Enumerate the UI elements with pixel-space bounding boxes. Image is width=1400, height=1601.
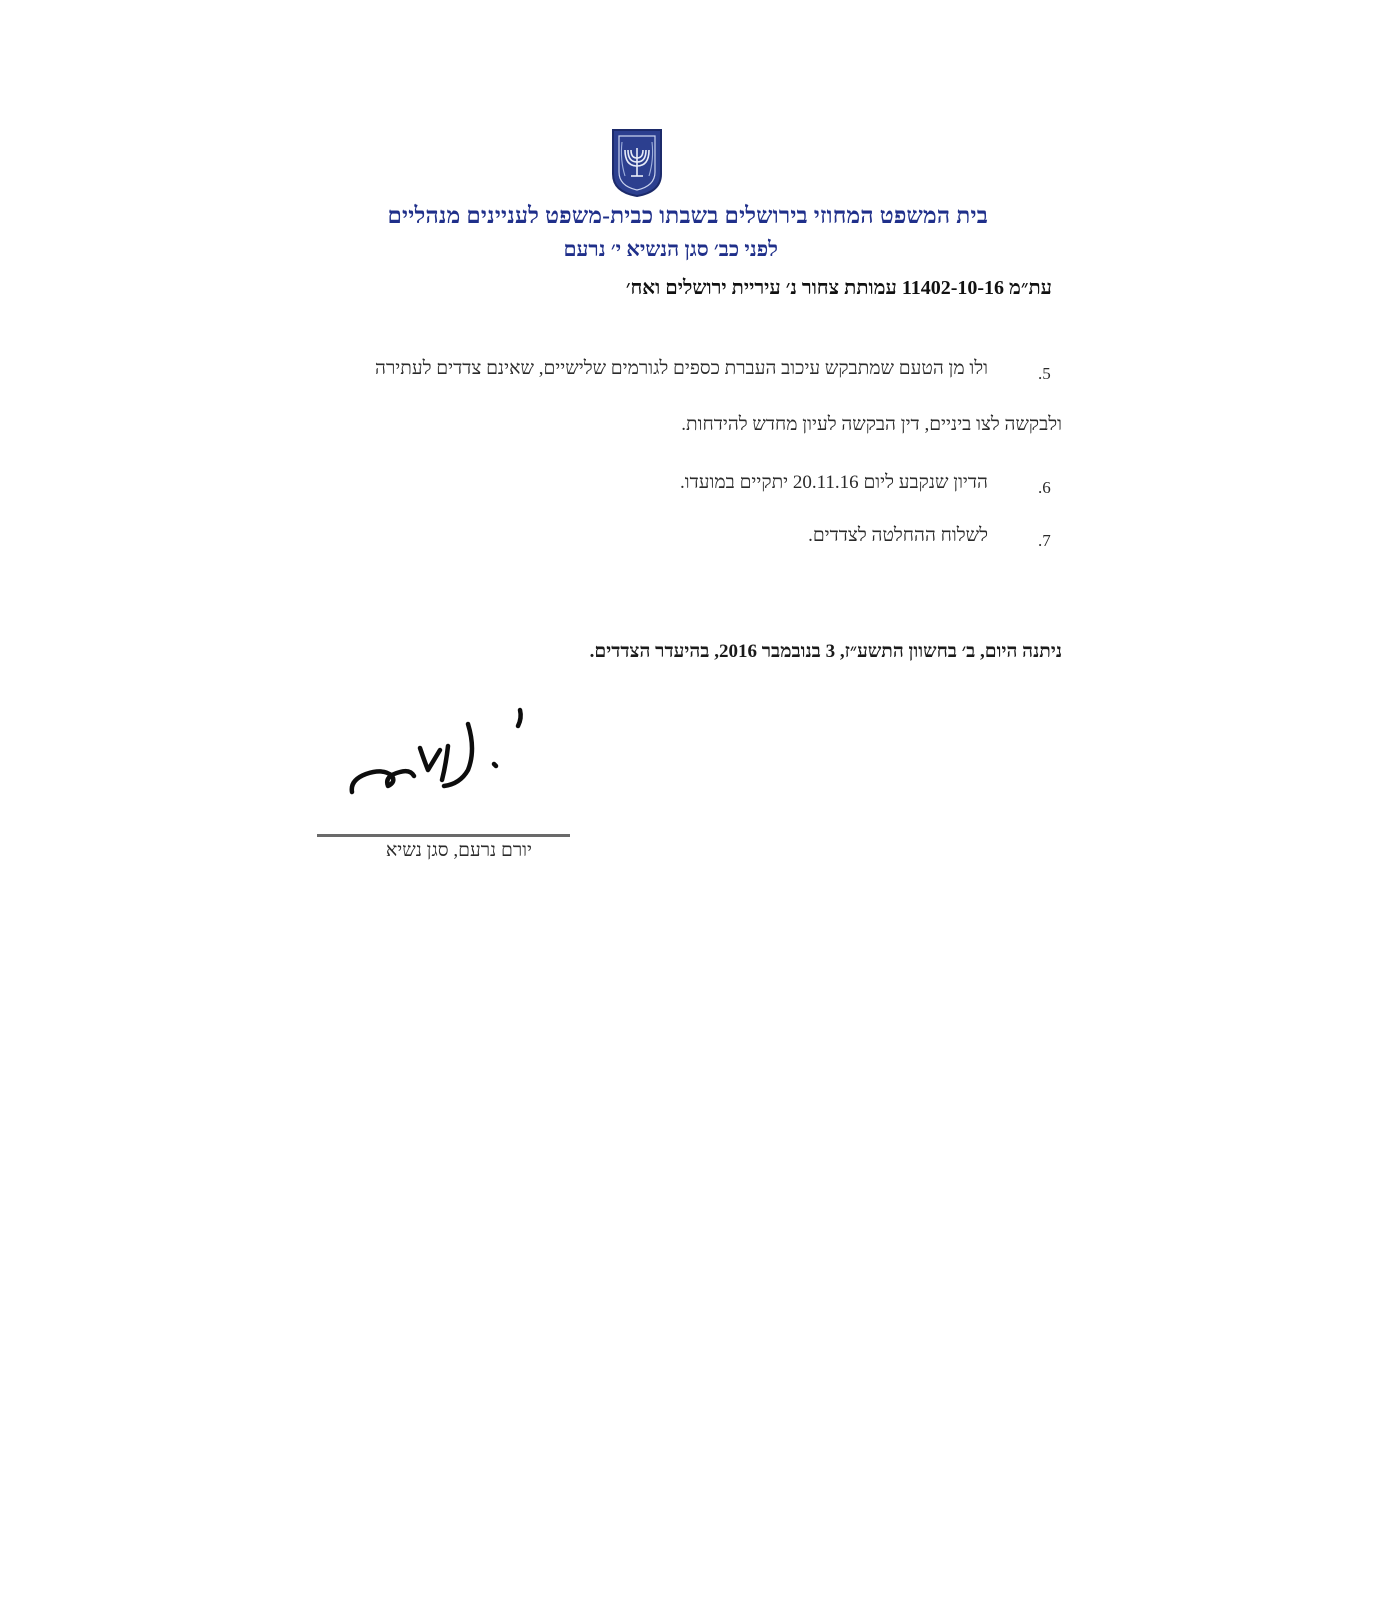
signer-name: יורם נרעם, סגן נשיא: [385, 840, 532, 861]
item-number-5: .5: [1038, 364, 1051, 383]
item-number-7: .7: [1038, 531, 1051, 550]
court-name: בית המשפט המחוזי בירושלים בשבתו כבית-משפט לעניינים מנהליים: [387, 203, 988, 228]
signature-rule: [317, 834, 570, 837]
item-number-6: .6: [1038, 478, 1051, 497]
given-date-line: ניתנה היום, ב׳ בחשוון התשע״ז, 3 בנובמבר 2016, בהיעדר הצדדים.: [589, 641, 1062, 662]
state-emblem-icon: [611, 128, 663, 198]
item-6-line-1: הדיון שנקבע ליום 20.11.16 יתקיים במועדו.: [680, 472, 988, 493]
item-7-line-1: לשלוח ההחלטה לצדדים.: [808, 525, 988, 546]
handwritten-signature-icon: [344, 706, 544, 806]
case-title: עת״מ 11402-10-16 עמותת צחור נ׳ עיריית ירושלים ואח׳: [625, 277, 1052, 299]
judge-line: לפני כב׳ סגן הנשיא י׳ נרעם: [563, 237, 778, 261]
item-5-line-2: ולבקשה לצו ביניים, דין הבקשה לעיון מחדש להידחות.: [681, 414, 1062, 435]
item-5-line-1: ולו מן הטעם שמתבקש עיכוב העברת כספים לגורמים שלישיים, שאינם צדדים לעתירה: [375, 358, 988, 379]
